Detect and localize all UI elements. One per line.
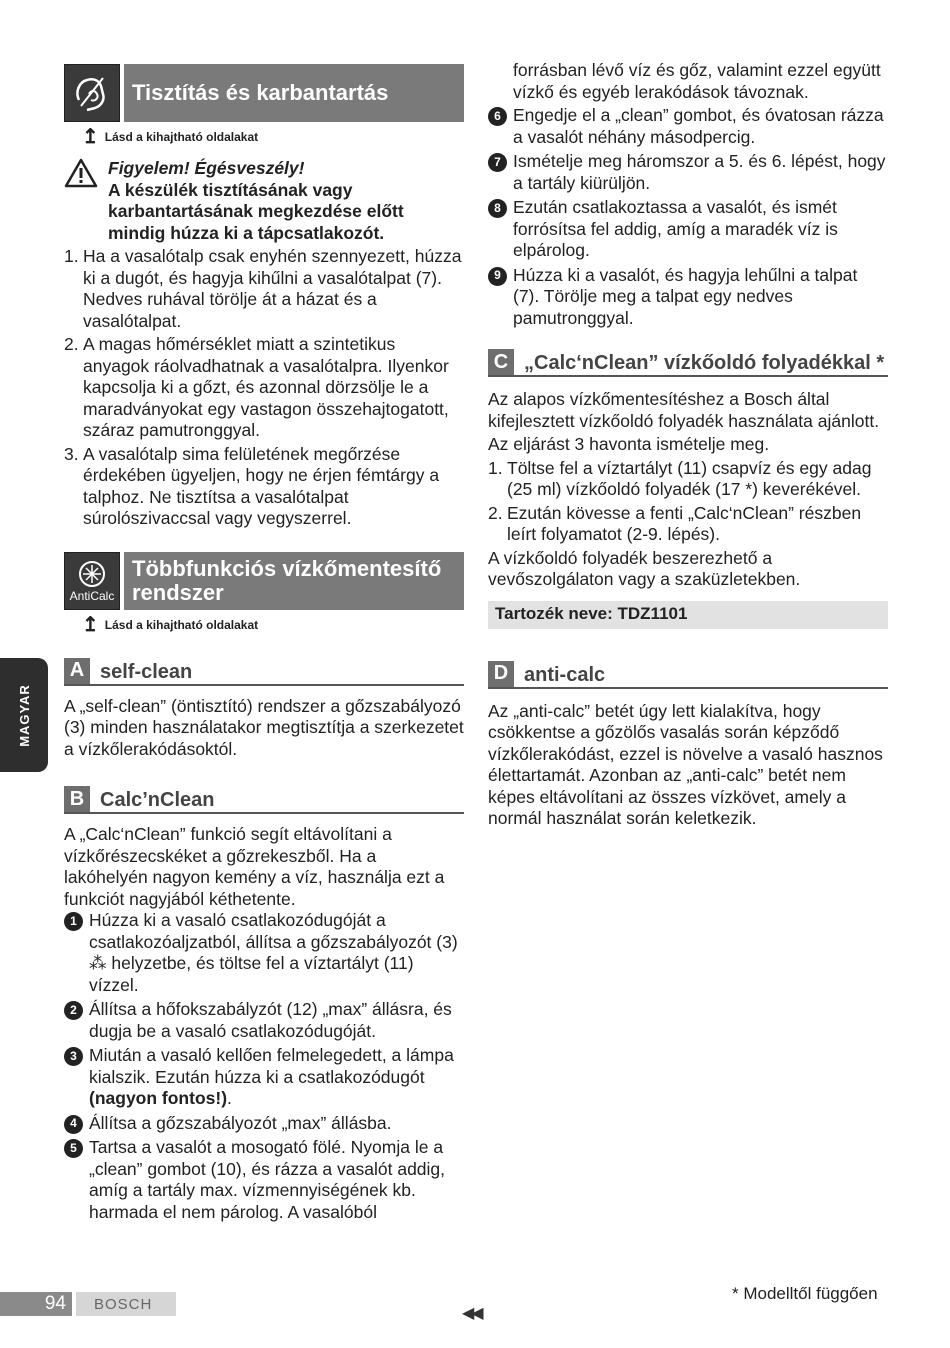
anticalc-section-header <box>64 552 464 610</box>
section-d-text: Az „anti-calc” betét úgy lett kialakítva, hogy csökkentse a gőzölős vasalás során képződő vízkőlerakódást, ezzel is növelve a vasaló hasznos élettartamát. Azonban az „anti-calc” betét nem képes eltávolítani az összes vízkövet, amely a normál használat során keletkezik. <box>488 700 883 828</box>
warning-body: A készülék tisztításának vagy karbantartásának megkezdése előtt mindig húzza ki a tápcsatlakozót. <box>108 179 404 243</box>
footnote: * Modelltől függően <box>732 1284 878 1303</box>
step-1: 1 Húzza ki a vasaló csatlakozódugóját a csatlakozóaljzatból, állítsa a gőzszabályozót (3) ⁂ helyzetbe, és töltse fel a víztartályt (11) vízzel. <box>64 910 464 996</box>
section-c-header: C „Calc‘nClean” vízkőoldó folyadékkal * <box>488 349 888 377</box>
section-c-list <box>488 458 888 546</box>
cleaning-section-header <box>64 64 464 122</box>
arrow-up-icon: ↥ <box>82 126 99 148</box>
section-a-text: A „self-clean” (öntisztító) rendszer a gőzszabályozó (3) minden használatakor megtisztítja a szerkezetet a vízkőlerakódásoktól. <box>64 695 464 759</box>
warning-title: Figyelem! Égésveszély! <box>108 158 305 178</box>
warning-triangle-icon <box>64 158 108 244</box>
step-5: 5 Tartsa a vasalót a mosogató fölé. Nyomja le a „clean” gombot (10), és rázza a vasalót addig, amíg a tartály max. vízmennyiségének kb. harmada el nem párolog. A vasalóból <box>64 1137 464 1223</box>
see-foldout-ref: ↥ Lásd a kihajtható oldalakat <box>82 613 259 636</box>
accessory-box: Tartozék neve: TDZ1101 <box>488 601 888 629</box>
anticalc-label: AntiCalc <box>69 588 115 603</box>
cleaning-list <box>64 246 464 530</box>
section-c-p3: A vízkőoldó folyadék beszerezhető a vevőszolgálaton vagy a szaküzletekben. <box>488 547 801 589</box>
left-column <box>64 64 464 1226</box>
list-item: 1. Töltse fel a víztartályt (11) csapvíz és egy adag (25 ml) vízkőoldó folyadék (17 *) keverékével. <box>488 457 872 499</box>
section-c-p2: Az eljárást 3 havonta ismételje meg. <box>488 434 770 454</box>
language-tab: MAGYAR <box>0 658 48 772</box>
steam-symbol-icon: ⁂ <box>89 953 107 973</box>
back-arrows-icon[interactable]: ◀◀ <box>462 1305 481 1322</box>
section-d-header: D anti-calc <box>488 661 888 689</box>
step-3: 3 Miután a vasaló kellően felmelegedett, a lámpa kialszik. Ezután húzza ki a csatlakozódugót (nagyon fontos!). <box>64 1045 464 1110</box>
step-7: 7 Ismételje meg háromszor a 5. és 6. lépést, hogy a tartály kiürüljön. <box>488 151 888 194</box>
list-item: 2. Ezután kövesse a fenti „Calc‘nClean” részben leírt folyamatot (2-9. lépés). <box>488 502 862 544</box>
right-column <box>488 60 888 830</box>
brand-label: BOSCH <box>76 1292 176 1316</box>
section-title: Tisztítás és karbantartás <box>124 64 464 122</box>
step-4: 4 Állítsa a gőzszabályozót „max” állásba. <box>64 1113 464 1135</box>
list-item: 1. Ha a vasalótalp csak enyhén szennyezett, húzza ki a dugót, és hagyja kihűlni a vasalótalpat (7). Nedves ruhával törölje át a házat és a vasalótalpat. <box>64 246 462 331</box>
list-item: 3. A vasalótalp sima felületének megőrzése érdekében ügyeljen, hogy ne érjen fémtárgy a talphoz. Ne tisztítsa a vasalótalpat súrolószivaccsal vagy vegyszerrel. <box>64 443 440 528</box>
step-9: 9 Húzza ki a vasalót, és hagyja lehűlni a talpat (7). Törölje meg a talpat egy nedves pamutronggyal. <box>488 265 888 330</box>
anticalc-icon <box>64 552 120 610</box>
section-b-intro: A „Calc‘nClean” funkció segít eltávolítani a vízkőrészecskéket a gőzrekeszből. Ha a lakóhelyén nagyon kemény a víz, használja ezt a funkciót nagyjából kéthetente. <box>64 824 445 909</box>
step-5-continued: forrásban lévő víz és gőz, valamint ezzel együtt vízkő és egyéb lerakódások távoznak. <box>513 60 881 102</box>
step-2: 2 Állítsa a hőfokszabályzót (12) „max” állásra, és dugja be a vasaló csatlakozódugóját. <box>64 999 464 1042</box>
cleaning-hand-icon <box>64 64 120 122</box>
section-b-header: B Calc’nClean <box>64 786 464 814</box>
section-a-header: A self-clean <box>64 658 464 686</box>
arrow-up-icon: ↥ <box>82 613 99 636</box>
warning-block <box>64 158 464 244</box>
see-foldout-ref: ↥ Lásd a kihajtható oldalakat <box>82 126 259 148</box>
section-title: Többfunkciós vízkőmentesítő rendszer <box>124 552 464 610</box>
page-number: 94 <box>0 1292 72 1316</box>
step-6: 6 Engedje el a „clean” gombot, és óvatosan rázza a vasalót néhány másodpercig. <box>488 105 888 148</box>
section-c-p1: Az alapos vízkőmentesítéshez a Bosch által kifejlesztett vízkőoldó folyadék használata ajánlott. <box>488 389 880 431</box>
list-item: 2. A magas hőmérséklet miatt a szintetikus anyagok ráolvadhatnak a vasalótalpra. Ilyenkor kapcsolja ki a gőzt, és azonnal dörzsölje le a maradványokat egy vastagon összehajtogatott, száraz pamutronggyal. <box>64 334 449 440</box>
step-8: 8 Ezután csatlakoztassa a vasalót, és ismét forrósítsa fel addig, amíg a maradék víz is elpárolog. <box>488 197 888 262</box>
